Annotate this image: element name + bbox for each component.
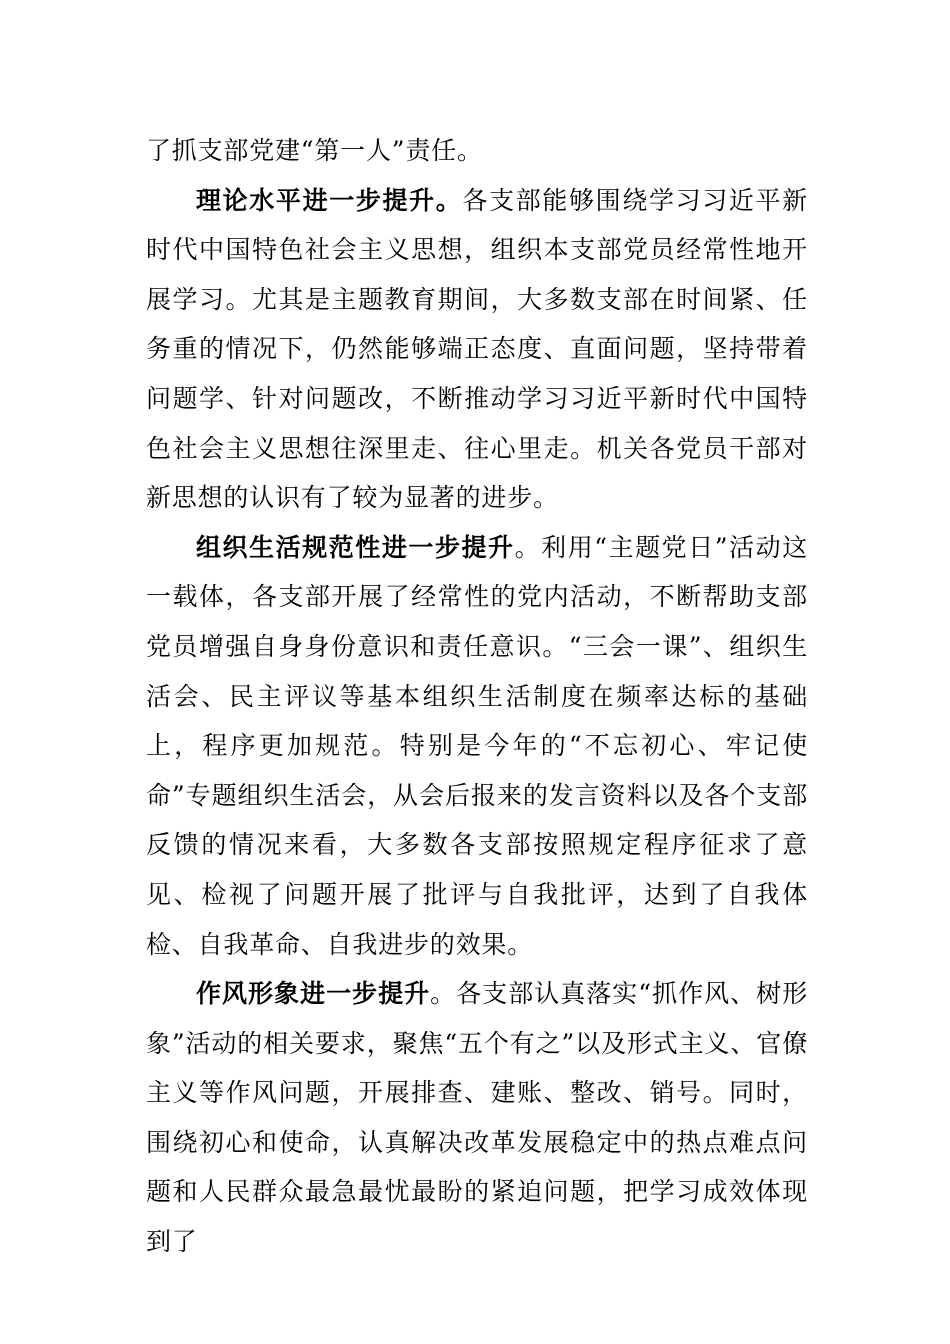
paragraph-text: 各支部能够围绕学习习近平新时代中国特色社会主义思想，组织本支部党员经常性地开展学习。尤其是主题教育期间，大多数支部在时间紧、任务重的情况下，仍然能够端正态度、直面问题，坚持带着问题学、针对问题改，不断推动学习习近平新时代中国特色社会主义思想往深里走、往心里走。机关各党员干部对新思想的认识有了较为显著的进步。 [146,185,808,513]
paragraph-heading: 理论水平进一步提升。 [196,185,463,215]
document-page [146,126,808,1267]
paragraph-continuation [146,126,808,176]
paragraph-heading: 作风形象进一步提升 [196,979,431,1009]
paragraph-text: 了抓支部党建“第一人”责任。 [146,136,483,165]
paragraph-text: 。各支部认真落实“抓作风、树形象”活动的相关要求，聚焦“五个有之”以及形式主义、官僚主义等作风问题，开展排查、建账、整改、销号。同时，围绕初心和使命，认真解决改革发展稳定中的热点难点问题和人民群众最急最忧最盼的紧迫问题，把学习成效体现到了 [146,979,808,1257]
paragraph-work-style [146,969,808,1267]
paragraph-heading: 组织生活规范性进一步提升 [196,532,515,562]
paragraph-theory-level [146,176,808,523]
paragraph-text: 。利用“主题党日”活动这一载体，各支部开展了经常性的党内活动，不断帮助支部党员增强自身身份意识和责任意识。“三会一课”、组织生活会、民主评议等基本组织生活制度在频率达标的基础上，程序更加规范。特别是今年的“不忘初心、牢记使命”专题组织生活会，从会后报来的发言资料以及各个支部反馈的情况来看，大多数各支部按照规定程序征求了意见、检视了问题开展了批评与自我批评，达到了自我体检、自我革命、自我进步的效果。 [146,532,808,959]
paragraph-organization-life [146,523,808,969]
